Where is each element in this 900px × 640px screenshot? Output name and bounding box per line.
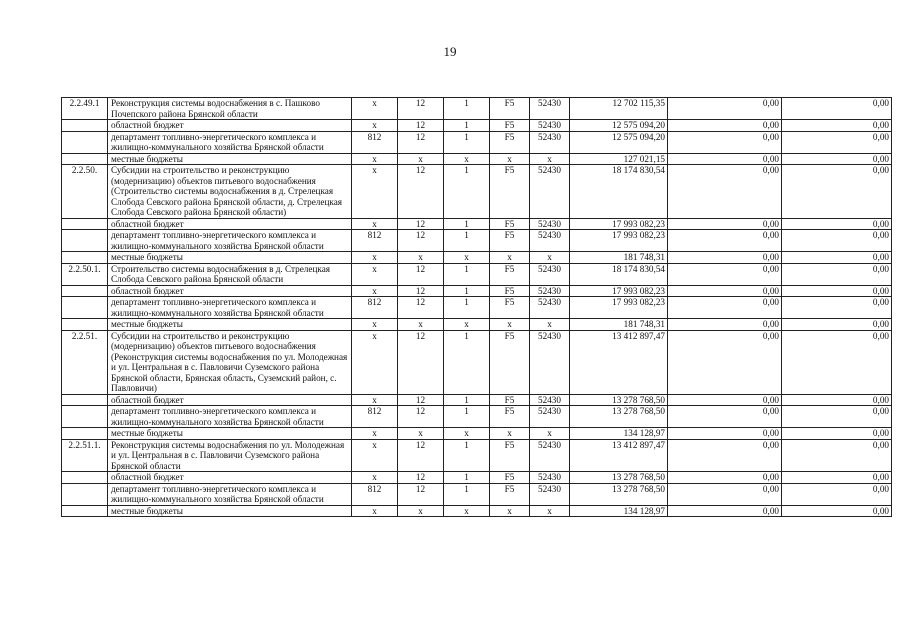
- table-row: [62, 394, 892, 406]
- row-name: областной бюджет: [108, 285, 352, 297]
- row-amount-2: 0,00: [668, 330, 782, 394]
- table-row: [62, 285, 892, 297]
- row-amount-1: 134 128,97: [570, 428, 668, 440]
- row-pr: x: [444, 428, 490, 440]
- row-rz: 12: [398, 165, 444, 219]
- row-kvr: x: [530, 153, 570, 165]
- row-code: [62, 297, 108, 319]
- row-target: F5: [490, 297, 530, 319]
- row-rz: 12: [398, 330, 444, 394]
- table-row: [62, 330, 892, 394]
- row-code: [62, 120, 108, 132]
- row-rz: x: [398, 428, 444, 440]
- row-kvr: 52430: [530, 98, 570, 120]
- table-row: [62, 131, 892, 153]
- row-code: [62, 285, 108, 297]
- row-amount-3: 0,00: [782, 472, 892, 484]
- row-name: Субсидии на строительство и реконструкцию (модернизацию) объектов питьевого водоснабжения (Строительство системы водоснабжения в д. Стрелецкая Слобода Севского района Брянской области, д. Стрелецкая Слобода Севского района Брянской области): [108, 165, 352, 219]
- table-row: [62, 439, 892, 472]
- row-kvr: 52430: [530, 230, 570, 252]
- row-pr: x: [444, 252, 490, 264]
- row-amount-3: 0,00: [782, 330, 892, 394]
- row-kvr: 52430: [530, 439, 570, 472]
- row-grbs: x: [352, 218, 398, 230]
- row-pr: x: [444, 153, 490, 165]
- row-rz: 12: [398, 483, 444, 505]
- row-amount-2: 0,00: [668, 153, 782, 165]
- table-row: [62, 505, 892, 517]
- row-amount-1: 18 174 830,54: [570, 165, 668, 219]
- table-row: [62, 483, 892, 505]
- page-number: 19: [443, 44, 457, 59]
- row-rz: 12: [398, 131, 444, 153]
- row-amount-1: 13 412 897,47: [570, 330, 668, 394]
- row-pr: 1: [444, 230, 490, 252]
- row-pr: 1: [444, 263, 490, 285]
- row-amount-3: 0,00: [782, 131, 892, 153]
- row-amount-2: 0,00: [668, 297, 782, 319]
- row-target: F5: [490, 394, 530, 406]
- table-body: [62, 98, 892, 517]
- row-rz: 12: [398, 472, 444, 484]
- row-amount-3: 0,00: [782, 165, 892, 219]
- table-row: [62, 218, 892, 230]
- row-name: областной бюджет: [108, 472, 352, 484]
- row-amount-2: 0,00: [668, 131, 782, 153]
- row-rz: 12: [398, 263, 444, 285]
- row-name: Строительство системы водоснабжения в д. Стрелецкая Слобода Севского района Брянской области: [108, 263, 352, 285]
- table-row: [62, 98, 892, 120]
- table-row: [62, 120, 892, 132]
- row-target: F5: [490, 165, 530, 219]
- row-target: F5: [490, 131, 530, 153]
- row-kvr: 52430: [530, 297, 570, 319]
- row-amount-3: 0,00: [782, 285, 892, 297]
- row-amount-1: 17 993 082,23: [570, 285, 668, 297]
- row-name: областной бюджет: [108, 394, 352, 406]
- row-amount-1: 18 174 830,54: [570, 263, 668, 285]
- row-amount-2: 0,00: [668, 98, 782, 120]
- row-pr: 1: [444, 131, 490, 153]
- table-row: [62, 428, 892, 440]
- row-amount-2: 0,00: [668, 406, 782, 428]
- row-code: [62, 218, 108, 230]
- table-row: [62, 230, 892, 252]
- row-target: x: [490, 319, 530, 331]
- row-rz: x: [398, 153, 444, 165]
- row-kvr: 52430: [530, 131, 570, 153]
- row-amount-1: 17 993 082,23: [570, 297, 668, 319]
- row-amount-3: 0,00: [782, 297, 892, 319]
- row-amount-2: 0,00: [668, 439, 782, 472]
- table-row: [62, 165, 892, 219]
- row-code: [62, 428, 108, 440]
- row-target: F5: [490, 439, 530, 472]
- row-grbs: x: [352, 428, 398, 440]
- row-name: областной бюджет: [108, 120, 352, 132]
- table-row: [62, 472, 892, 484]
- row-kvr: x: [530, 252, 570, 264]
- row-amount-1: 181 748,31: [570, 319, 668, 331]
- row-amount-1: 17 993 082,23: [570, 218, 668, 230]
- row-name: местные бюджеты: [108, 252, 352, 264]
- row-rz: x: [398, 505, 444, 517]
- row-target: F5: [490, 472, 530, 484]
- row-target: x: [490, 153, 530, 165]
- row-name: местные бюджеты: [108, 428, 352, 440]
- row-pr: 1: [444, 394, 490, 406]
- row-code: [62, 406, 108, 428]
- row-code: 2.2.49.1: [62, 98, 108, 120]
- row-name: департамент топливно-энергетического комплекса и жилищно-коммунального хозяйства Брянской области: [108, 230, 352, 252]
- row-grbs: x: [352, 330, 398, 394]
- row-amount-1: 13 278 768,50: [570, 483, 668, 505]
- table-row: [62, 319, 892, 331]
- row-amount-2: 0,00: [668, 230, 782, 252]
- row-amount-3: 0,00: [782, 505, 892, 517]
- row-grbs: 812: [352, 297, 398, 319]
- row-name: местные бюджеты: [108, 153, 352, 165]
- row-amount-3: 0,00: [782, 230, 892, 252]
- row-code: [62, 153, 108, 165]
- row-code: 2.2.51.1.: [62, 439, 108, 472]
- row-rz: 12: [398, 406, 444, 428]
- row-amount-1: 12 575 094,20: [570, 120, 668, 132]
- row-pr: 1: [444, 285, 490, 297]
- row-pr: 1: [444, 330, 490, 394]
- row-amount-2: 0,00: [668, 285, 782, 297]
- row-kvr: 52430: [530, 472, 570, 484]
- row-code: [62, 394, 108, 406]
- row-rz: 12: [398, 218, 444, 230]
- row-target: F5: [490, 230, 530, 252]
- row-kvr: 52430: [530, 483, 570, 505]
- row-amount-2: 0,00: [668, 252, 782, 264]
- row-code: [62, 505, 108, 517]
- row-amount-1: 127 021,15: [570, 153, 668, 165]
- row-grbs: x: [352, 98, 398, 120]
- row-amount-2: 0,00: [668, 505, 782, 517]
- row-grbs: 812: [352, 483, 398, 505]
- row-target: F5: [490, 406, 530, 428]
- row-pr: x: [444, 505, 490, 517]
- row-amount-3: 0,00: [782, 428, 892, 440]
- row-grbs: x: [352, 153, 398, 165]
- row-target: F5: [490, 483, 530, 505]
- row-amount-2: 0,00: [668, 263, 782, 285]
- row-name: местные бюджеты: [108, 505, 352, 517]
- row-kvr: 52430: [530, 218, 570, 230]
- row-amount-3: 0,00: [782, 218, 892, 230]
- row-code: [62, 252, 108, 264]
- row-kvr: 52430: [530, 285, 570, 297]
- row-pr: 1: [444, 218, 490, 230]
- row-code: 2.2.50.1.: [62, 263, 108, 285]
- row-rz: 12: [398, 98, 444, 120]
- budget-table: [61, 97, 892, 517]
- row-grbs: x: [352, 165, 398, 219]
- row-amount-1: 12 702 115,35: [570, 98, 668, 120]
- row-kvr: x: [530, 505, 570, 517]
- row-grbs: 812: [352, 406, 398, 428]
- row-name: департамент топливно-энергетического комплекса и жилищно-коммунального хозяйства Брянской области: [108, 131, 352, 153]
- row-amount-3: 0,00: [782, 483, 892, 505]
- row-amount-1: 13 412 897,47: [570, 439, 668, 472]
- row-name: департамент топливно-энергетического комплекса и жилищно-коммунального хозяйства Брянской области: [108, 483, 352, 505]
- row-grbs: x: [352, 263, 398, 285]
- row-amount-3: 0,00: [782, 98, 892, 120]
- row-code: 2.2.50.: [62, 165, 108, 219]
- row-target: x: [490, 428, 530, 440]
- row-grbs: x: [352, 285, 398, 297]
- row-pr: 1: [444, 98, 490, 120]
- row-amount-3: 0,00: [782, 439, 892, 472]
- row-amount-1: 181 748,31: [570, 252, 668, 264]
- row-amount-2: 0,00: [668, 428, 782, 440]
- row-target: F5: [490, 285, 530, 297]
- table-row: [62, 297, 892, 319]
- row-amount-3: 0,00: [782, 263, 892, 285]
- row-target: x: [490, 505, 530, 517]
- row-amount-2: 0,00: [668, 483, 782, 505]
- row-code: [62, 131, 108, 153]
- table-row: [62, 252, 892, 264]
- row-amount-3: 0,00: [782, 153, 892, 165]
- row-rz: 12: [398, 439, 444, 472]
- row-pr: x: [444, 319, 490, 331]
- row-amount-2: 0,00: [668, 165, 782, 219]
- row-kvr: 52430: [530, 406, 570, 428]
- row-grbs: x: [352, 319, 398, 331]
- row-grbs: 812: [352, 131, 398, 153]
- row-grbs: x: [352, 439, 398, 472]
- row-kvr: 52430: [530, 394, 570, 406]
- row-grbs: x: [352, 394, 398, 406]
- row-name: областной бюджет: [108, 218, 352, 230]
- row-target: F5: [490, 98, 530, 120]
- row-rz: x: [398, 252, 444, 264]
- row-name: Субсидии на строительство и реконструкцию (модернизацию) объектов питьевого водоснабжения (Реконструкция системы водоснабжения по ул. Молодежная и ул. Центральная в с. Павловичи Суземского района Брянской области, Брянская область, Суземский район, с. Павловичи): [108, 330, 352, 394]
- table-row: [62, 263, 892, 285]
- row-grbs: x: [352, 472, 398, 484]
- row-name: Реконструкция системы водоснабжения в с. Пашково Почепского района Брянской области: [108, 98, 352, 120]
- row-rz: 12: [398, 120, 444, 132]
- row-code: [62, 483, 108, 505]
- row-name: местные бюджеты: [108, 319, 352, 331]
- row-target: F5: [490, 218, 530, 230]
- row-amount-3: 0,00: [782, 406, 892, 428]
- row-amount-2: 0,00: [668, 218, 782, 230]
- row-name: департамент топливно-энергетического комплекса и жилищно-коммунального хозяйства Брянской области: [108, 297, 352, 319]
- row-amount-1: 13 278 768,50: [570, 394, 668, 406]
- row-amount-2: 0,00: [668, 394, 782, 406]
- row-kvr: 52430: [530, 330, 570, 394]
- row-amount-2: 0,00: [668, 319, 782, 331]
- row-kvr: x: [530, 428, 570, 440]
- row-pr: 1: [444, 406, 490, 428]
- row-grbs: x: [352, 505, 398, 517]
- row-code: [62, 230, 108, 252]
- row-amount-3: 0,00: [782, 394, 892, 406]
- row-code: [62, 472, 108, 484]
- row-target: F5: [490, 330, 530, 394]
- row-rz: 12: [398, 394, 444, 406]
- row-target: x: [490, 252, 530, 264]
- row-name: Реконструкция системы водоснабжения по ул. Молодежная и ул. Центральная в с. Павловичи Суземского района Брянской области: [108, 439, 352, 472]
- row-amount-2: 0,00: [668, 120, 782, 132]
- row-amount-3: 0,00: [782, 319, 892, 331]
- row-amount-1: 17 993 082,23: [570, 230, 668, 252]
- row-rz: 12: [398, 297, 444, 319]
- row-target: F5: [490, 120, 530, 132]
- row-amount-3: 0,00: [782, 120, 892, 132]
- row-rz: x: [398, 319, 444, 331]
- row-grbs: x: [352, 252, 398, 264]
- table-row: [62, 153, 892, 165]
- row-code: 2.2.51.: [62, 330, 108, 394]
- row-rz: 12: [398, 230, 444, 252]
- row-amount-1: 13 278 768,50: [570, 472, 668, 484]
- row-name: департамент топливно-энергетического комплекса и жилищно-коммунального хозяйства Брянской области: [108, 406, 352, 428]
- row-kvr: 52430: [530, 120, 570, 132]
- row-amount-1: 12 575 094,20: [570, 131, 668, 153]
- row-pr: 1: [444, 483, 490, 505]
- row-grbs: x: [352, 120, 398, 132]
- row-pr: 1: [444, 297, 490, 319]
- row-pr: 1: [444, 439, 490, 472]
- row-grbs: 812: [352, 230, 398, 252]
- row-amount-3: 0,00: [782, 252, 892, 264]
- row-kvr: 52430: [530, 165, 570, 219]
- row-amount-1: 134 128,97: [570, 505, 668, 517]
- row-kvr: x: [530, 319, 570, 331]
- row-target: F5: [490, 263, 530, 285]
- row-pr: 1: [444, 120, 490, 132]
- row-amount-2: 0,00: [668, 472, 782, 484]
- row-kvr: 52430: [530, 263, 570, 285]
- row-code: [62, 319, 108, 331]
- row-pr: 1: [444, 165, 490, 219]
- row-pr: 1: [444, 472, 490, 484]
- table-row: [62, 406, 892, 428]
- row-amount-1: 13 278 768,50: [570, 406, 668, 428]
- row-rz: 12: [398, 285, 444, 297]
